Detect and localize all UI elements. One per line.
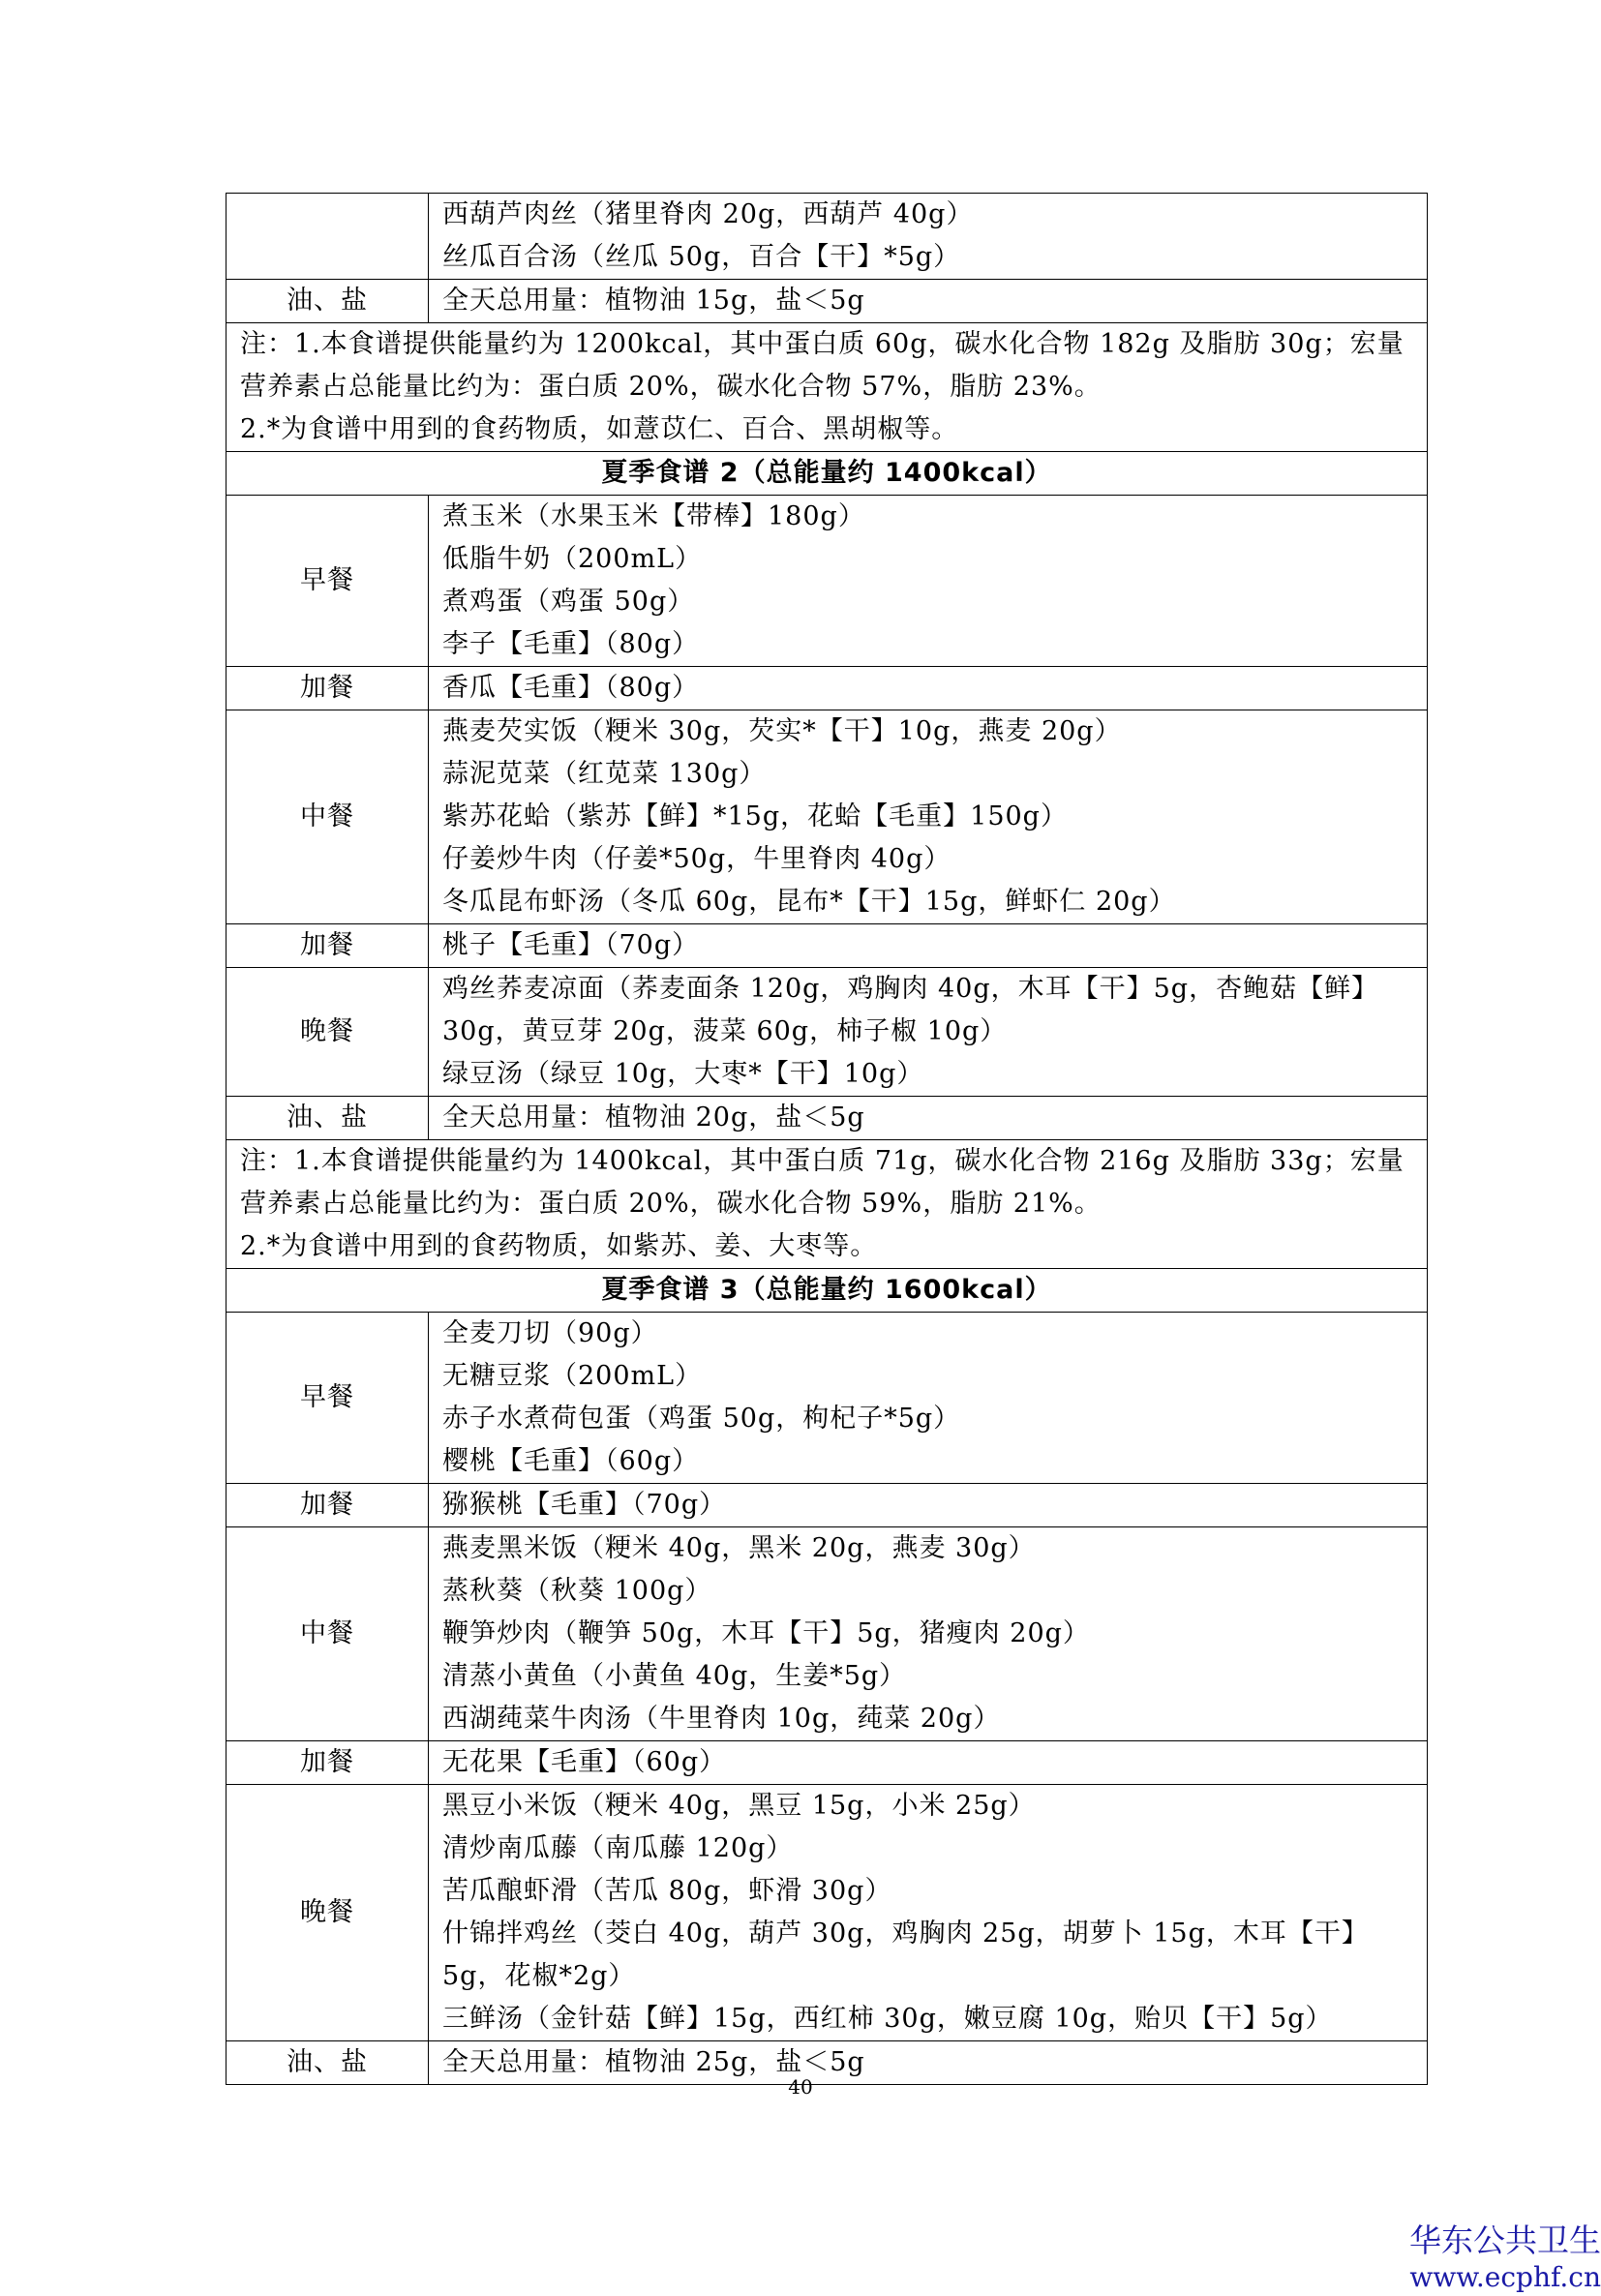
meal-label: 加餐 <box>227 1484 429 1527</box>
meal-items <box>429 1527 1428 1741</box>
table-row <box>227 1484 1428 1527</box>
table-row <box>227 1140 1428 1269</box>
dish-line: 西湖莼菜牛肉汤（牛里脊肉 10g，莼菜 20g） <box>442 1704 1001 1734</box>
dish-line: 三鲜汤（金针菇【鲜】15g，西红柿 30g，嫩豆腐 10g，贻贝【干】5g） <box>442 2004 1333 2034</box>
dish-line: 绿豆汤（绿豆 10g，大枣*【干】10g） <box>442 1059 924 1089</box>
meal-label: 油、盐 <box>227 1097 429 1140</box>
meal-items <box>429 1484 1428 1527</box>
dish-line: 蒜泥苋菜（红苋菜 130g） <box>442 759 767 789</box>
table-row <box>227 323 1428 452</box>
dish-line: 仔姜炒牛肉（仔姜*50g，牛里脊肉 40g） <box>442 844 952 874</box>
table-row <box>227 924 1428 968</box>
table-row <box>227 1527 1428 1741</box>
note-line: 2.*为食谱中用到的食药物质，如紫苏、姜、大枣等。 <box>240 1231 878 1261</box>
meal-label: 加餐 <box>227 924 429 968</box>
oil-salt-text: 全天总用量：植物油 15g，盐＜5g <box>429 280 1428 323</box>
table-row <box>227 280 1428 323</box>
dish-line: 煮鸡蛋（鸡蛋 50g） <box>442 587 695 617</box>
table-row <box>227 667 1428 710</box>
menu-note <box>227 1140 1428 1269</box>
dish-line: 燕麦芡实饭（粳米 30g，芡实*【干】10g，燕麦 20g） <box>442 716 1122 746</box>
dish-line: 黑豆小米饭（粳米 40g，黑豆 15g，小米 25g） <box>442 1791 1036 1821</box>
oil-salt-text: 全天总用量：植物油 25g，盐＜5g <box>429 2041 1428 2085</box>
meal-items <box>429 1741 1428 1785</box>
note-line: 2.*为食谱中用到的食药物质，如薏苡仁、百合、黑胡椒等。 <box>240 414 959 444</box>
dish-line: 猕猴桃【毛重】（70g） <box>442 1490 727 1520</box>
meal-items <box>429 1785 1428 2041</box>
table-row <box>227 710 1428 924</box>
table-row <box>227 1269 1428 1313</box>
meal-label: 加餐 <box>227 1741 429 1785</box>
meal-label: 中餐 <box>227 1527 429 1741</box>
menu-table <box>226 193 1428 2085</box>
watermark-name: 华东公共卫生 <box>1409 2221 1601 2259</box>
table-row <box>227 1313 1428 1484</box>
dish-line: 紫苏花蛤（紫苏【鲜】*15g，花蛤【毛重】150g） <box>442 801 1068 831</box>
meal-label: 油、盐 <box>227 280 429 323</box>
watermark-url: www.ecphf.cn <box>1409 2261 1601 2293</box>
menu-note <box>227 323 1428 452</box>
table-row <box>227 452 1428 496</box>
dish-line: 西葫芦肉丝（猪里脊肉 20g，西葫芦 40g） <box>442 199 974 229</box>
meal-label: 早餐 <box>227 1313 429 1484</box>
dish-line: 李子【毛重】（80g） <box>442 629 700 659</box>
meal-items <box>429 710 1428 924</box>
meal-label: 晚餐 <box>227 968 429 1097</box>
meal-label <box>227 194 429 280</box>
table-row <box>227 1097 1428 1140</box>
meal-items <box>429 667 1428 710</box>
note-line: 注：1.本食谱提供能量约为 1200kcal，其中蛋白质 60g，碳水化合物 182g 及脂肪 30g；宏量营养素占总能量比约为：蛋白质 20%，碳水化合物 57%，脂肪 23%。 <box>240 329 1405 402</box>
dish-line: 无糖豆浆（200mL） <box>442 1361 703 1391</box>
oil-salt-text: 全天总用量：植物油 20g，盐＜5g <box>429 1097 1428 1140</box>
meal-label: 加餐 <box>227 667 429 710</box>
dish-line: 丝瓜百合汤（丝瓜 50g，百合【干】*5g） <box>442 242 961 272</box>
dish-line: 桃子【毛重】（70g） <box>442 930 700 960</box>
dish-line: 赤子水煮荷包蛋（鸡蛋 50g，枸杞子*5g） <box>442 1404 961 1434</box>
meal-label: 中餐 <box>227 710 429 924</box>
dish-line: 苦瓜酿虾滑（苦瓜 80g，虾滑 30g） <box>442 1876 892 1906</box>
menu-title: 夏季食谱 3（总能量约 1600kcal） <box>227 1269 1428 1313</box>
dish-line: 煮玉米（水果玉米【带棒】180g） <box>442 501 865 531</box>
dish-line: 樱桃【毛重】（60g） <box>442 1446 700 1476</box>
meal-label: 早餐 <box>227 496 429 667</box>
dish-line: 什锦拌鸡丝（茭白 40g，葫芦 30g，鸡胸肉 25g，胡萝卜 15g，木耳【干】5g，花椒*2g） <box>442 1918 1369 1991</box>
dish-line: 燕麦黑米饭（粳米 40g，黑米 20g，燕麦 30g） <box>442 1533 1036 1563</box>
table-row <box>227 496 1428 667</box>
page-number: 40 <box>788 2075 813 2099</box>
dish-line: 蒸秋葵（秋葵 100g） <box>442 1576 712 1606</box>
meal-label: 晚餐 <box>227 1785 429 2041</box>
dish-line: 鞭笋炒肉（鞭笋 50g，木耳【干】5g，猪瘦肉 20g） <box>442 1618 1090 1648</box>
watermark <box>1409 2222 1601 2296</box>
meal-items <box>429 968 1428 1097</box>
meal-items <box>429 496 1428 667</box>
meal-items <box>429 194 1428 280</box>
dish-line: 冬瓜昆布虾汤（冬瓜 60g，昆布*【干】15g，鲜虾仁 20g） <box>442 887 1176 917</box>
dish-line: 清炒南瓜藤（南瓜藤 120g） <box>442 1833 794 1863</box>
menu-title: 夏季食谱 2（总能量约 1400kcal） <box>227 452 1428 496</box>
table-row <box>227 1741 1428 1785</box>
dish-line: 低脂牛奶（200mL） <box>442 544 703 574</box>
meal-label: 油、盐 <box>227 2041 429 2085</box>
meal-items <box>429 924 1428 968</box>
table-row <box>227 194 1428 280</box>
note-line: 注：1.本食谱提供能量约为 1400kcal，其中蛋白质 71g，碳水化合物 216g 及脂肪 33g；宏量营养素占总能量比约为：蛋白质 20%，碳水化合物 59%，脂肪 21%。 <box>240 1146 1405 1219</box>
meal-items <box>429 1313 1428 1484</box>
dish-line: 无花果【毛重】（60g） <box>442 1747 727 1777</box>
dish-line: 全麦刀切（90g） <box>442 1318 658 1348</box>
table-row <box>227 1785 1428 2041</box>
dish-line: 清蒸小黄鱼（小黄鱼 40g，生姜*5g） <box>442 1661 907 1691</box>
table-row <box>227 968 1428 1097</box>
dish-line: 鸡丝荞麦凉面（荞麦面条 120g，鸡胸肉 40g，木耳【干】5g，杏鲍菇【鲜】30g，黄豆芽 20g，菠菜 60g，柿子椒 10g） <box>442 974 1379 1046</box>
dish-line: 香瓜【毛重】（80g） <box>442 673 700 703</box>
